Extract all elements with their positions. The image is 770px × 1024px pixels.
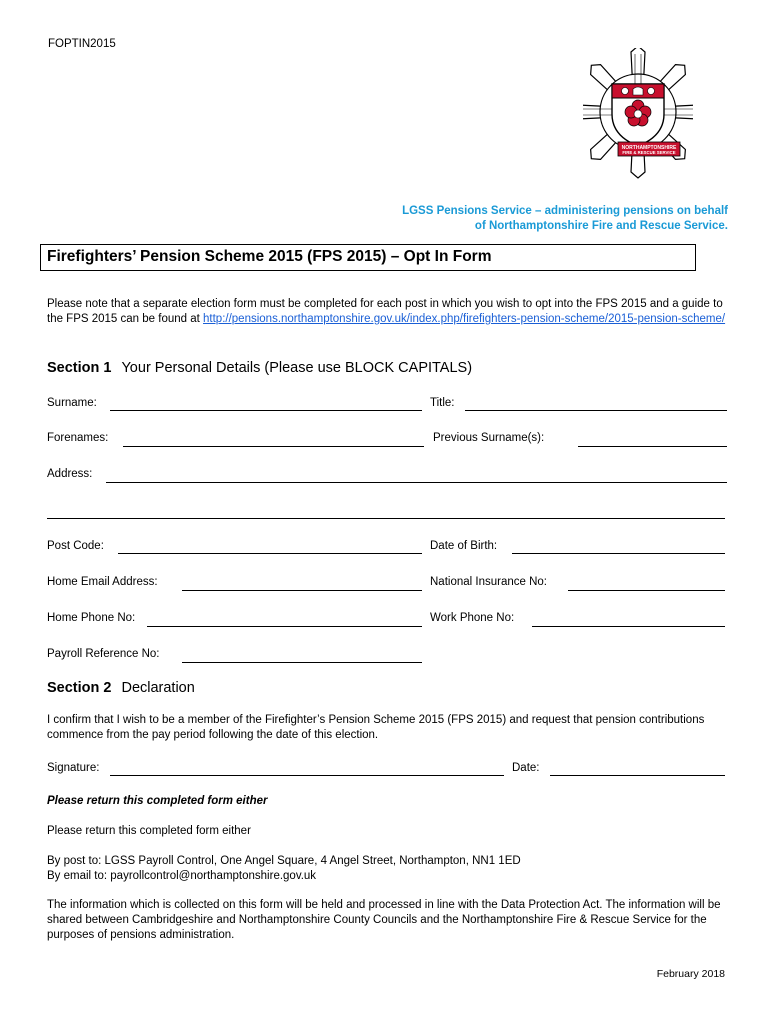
form-title: Firefighters’ Pension Scheme 2015 (FPS 2015) – Opt In Form [47,248,492,265]
data-protection-notice: The information which is collected on this form will be held and processed in line with the Data Protection Act. The information will be shared between Cambridgeshire and Northamptonshire County Councils and the Northamptonshire Fire & Rescue Service for the purposes of pensions administration. [47,899,721,941]
section-2-title: Declaration [121,680,195,696]
footer-date: February 2018 [656,968,725,980]
surname-input[interactable] [110,410,422,411]
email-input[interactable] [182,590,422,591]
intro-paragraph [47,297,729,327]
section-1-heading [47,360,472,376]
home-phone-label: Home Phone No: [47,612,136,624]
form-reference: FOPTIN2015 [48,38,116,50]
lgss-line-1: LGSS Pensions Service – administering pensions on behalf [402,205,728,217]
return-post: By post to: LGSS Payroll Control, One Angel Square, 4 Angel Street, Northampton, NN1 1ED [47,855,521,867]
return-repeat: Please return this completed form either [47,825,251,837]
signature-label: Signature: [47,762,100,774]
section-1-number: Section 1 [47,360,112,376]
title-input[interactable] [465,410,727,411]
intro-text: Please note that a separate election form must be completed for each post in which you wish to opt into the FPS 2015 and a guide to the FPS 2015 can be found at [47,298,723,325]
payroll-label: Payroll Reference No: [47,648,160,660]
surname-label: Surname: [47,397,97,409]
declaration-text: I confirm that I wish to be a member of the Firefighter’s Pension Scheme 2015 (FPS 2015) and request that pension contributions commence from the pay period following the date of this election. [47,714,705,741]
address-label: Address: [47,468,93,480]
signature-input[interactable] [110,775,504,776]
payroll-input[interactable] [182,662,422,663]
svg-text:FIRE & RESCUE SERVICE: FIRE & RESCUE SERVICE [622,150,676,155]
address-input-line-2[interactable] [47,518,725,519]
dob-label: Date of Birth: [430,540,498,552]
ni-input[interactable] [568,590,725,591]
work-phone-label: Work Phone No: [430,612,515,624]
return-heading: Please return this completed form either [47,795,268,807]
return-address [47,854,727,884]
previous-surname-input[interactable] [578,446,727,447]
section-1-title: Your Personal Details (Please use BLOCK CAPITALS) [121,360,473,376]
date-input[interactable] [550,775,725,776]
post-code-input[interactable] [118,553,422,554]
date-label: Date: [512,762,540,774]
title-label: Title: [430,397,455,409]
previous-surname-label: Previous Surname(s): [433,432,545,444]
home-phone-input[interactable] [147,626,422,627]
return-email: By email to: payrollcontrol@northamptonshire.gov.uk [47,870,317,882]
forenames-input[interactable] [123,446,424,447]
lgss-header [402,204,728,234]
section-2-number: Section 2 [47,680,112,696]
dob-input[interactable] [512,553,725,554]
forenames-label: Forenames: [47,432,109,444]
work-phone-input[interactable] [532,626,725,627]
fire-rescue-crest-logo [583,48,693,196]
ni-label: National Insurance No: [430,576,547,588]
email-label: Home Email Address: [47,576,158,588]
crest-banner-text: NORTHAMPTONSHIRE [621,145,677,151]
pension-guide-link[interactable]: http://pensions.northamptonshire.gov.uk/index.php/firefighters-pension-scheme/2015-pension-scheme/ [203,313,726,325]
section-2-heading [47,680,195,696]
post-code-label: Post Code: [47,540,104,552]
lgss-line-2: of Northamptonshire Fire and Rescue Service. [474,220,728,232]
address-input-line-1[interactable] [106,482,727,483]
form-title-box [40,244,696,271]
